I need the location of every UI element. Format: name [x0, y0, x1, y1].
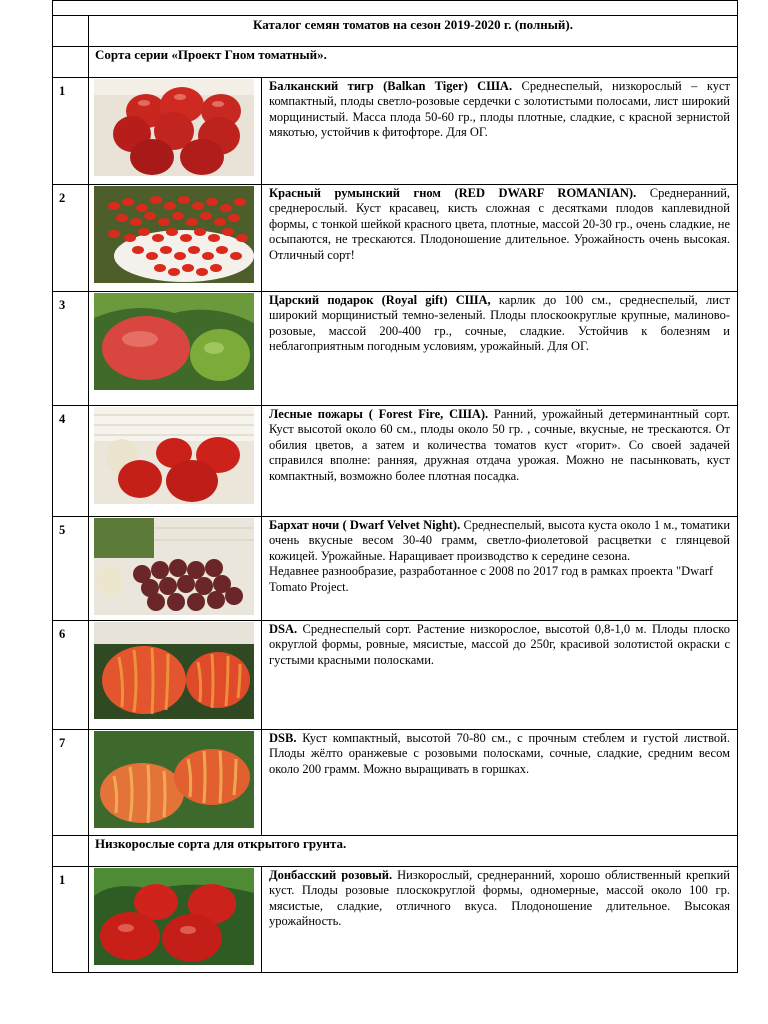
table-row [53, 406, 738, 517]
table-row [53, 867, 738, 973]
tomato-photo-dwarf-velvet-night [94, 518, 254, 615]
variety-name: Донбасский розовый. [269, 868, 393, 882]
row-number: 6 [53, 621, 89, 730]
catalog-table [52, 0, 738, 973]
tomato-photo-red-dwarf-romanian [94, 186, 254, 283]
variety-text: Среднеранний, среднерослый. Куст красавец, кисть сложная с десятками плодов каплевидной формы, с тонкой шейкой красного цвета, плотные, массой 20-30 гр., очень сладкие, не осыпаются, не трескаются. Плодоношение длительное. Урожайность очень высокая. Отличный сорт! [269, 186, 731, 262]
row-number: 1 [53, 78, 89, 185]
variety-text: карлик до 100 см., среднеспелый, лист широкий морщинистый темно-зеленый. Плоды плоскоокруглые крупные, малиново-розовые, массой 200-400 гр., сочные, сладкие. Устойчив к болезням и неблагоприятным погодным условиям, урожайный. Для ОГ. [269, 293, 730, 354]
table-row [53, 292, 738, 406]
row-number: 2 [53, 185, 89, 292]
variety-description [262, 185, 738, 292]
row-number: 1 [53, 867, 89, 973]
row-number: 4 [53, 406, 89, 517]
variety-text: Среднеспелый, высота куста около 1 м., томатики очень вкусные весом 30-40 грамм, светло-фиолетовой расцветки с глянцевой кожицей. Урожайные. Наращивает производство к середине сезона. [269, 518, 731, 563]
section-title: Сорта серии «Проект Гном томатный». [95, 47, 327, 62]
variety-text: Среднеспелый, низкорослый – куст компактный, плоды светло-розовые сердечки с золотистыми полосами, лист широкий морщинистый. Масса плода 50-60 гр., плоды плотные, сладкие, с красной зернистой мякотью, устойчив к фитофторе. Для ОГ. [269, 79, 730, 140]
variety-name: Красный румынский гном (RED DWARF ROMANIAN). [269, 186, 637, 200]
variety-description [262, 517, 738, 621]
catalog-title: Каталог семян томатов на сезон 2019-2020 г. (полный). [253, 17, 573, 32]
tomato-photo-dsa [94, 622, 254, 719]
table-row [53, 621, 738, 730]
variety-text: Ранний, урожайный детерминантный сорт. Куст высотой около 60 см., плоды около 50 гр. , сочные, вкусные, не трескаются. От обилия цветов, а затем и количества томатов куст «горит». Со своей задачей справился вполне: ранняя, дружная отдача урожая. Можно не пасынковать, куст компактный, возможно более плотная посадка. [269, 407, 731, 483]
table-row [53, 78, 738, 185]
variety-name: Бархат ночи ( Dwarf Velvet Night). [269, 518, 461, 532]
tomato-photo-donbass-pink [94, 868, 254, 965]
variety-description [262, 867, 738, 973]
variety-text: Куст компактный, высотой 70-80 см., с прочным стеблем и густой листвой. Плоды жёлто оранжевые с розовыми полосками, сочные, сладкие, средним весом около 200 грамм. Можно выращивать в горшках. [269, 731, 730, 776]
variety-description [262, 292, 738, 406]
variety-description [262, 621, 738, 730]
tomato-photo-balkan-tiger [94, 79, 254, 176]
variety-note: Недавнее разнообразие, разработанное с 2008 по 2017 год в рамках проекта "Dwarf Tomato Project. [269, 564, 714, 594]
section-row [53, 47, 738, 78]
variety-text: Среднеспелый сорт. Растение низкорослое, высотой 0,8-1,0 м. Плоды плоско округлой формы, ровные, мясистые, массой до 250г, красивой золотистой окраски с густыми красными полосками. [269, 622, 730, 667]
table-row [53, 730, 738, 836]
row-number: 3 [53, 292, 89, 406]
tomato-photo-forest-fire [94, 407, 254, 504]
section-title: Низкорослые сорта для открытого грунта. [95, 836, 347, 851]
variety-name: Царский подарок (Royal gift) США, [269, 293, 491, 307]
row-number: 5 [53, 517, 89, 621]
table-row [53, 517, 738, 621]
section-row [53, 836, 738, 867]
tomato-photo-dsb [94, 731, 254, 828]
row-number: 7 [53, 730, 89, 836]
variety-name: Балканский тигр (Balkan Tiger) США. [269, 79, 513, 93]
variety-name: Лесные пожары ( Forest Fire, США). [269, 407, 489, 421]
variety-name: DSA. [269, 622, 298, 636]
variety-text: Низкорослый, среднеранний, хорошо облиственный крепкий куст. Плоды розовые плоскокруглой формы, одномерные, массой около 100 гр. мясистые, сладкие, отличного вкуса. Плодоношение длительное. Высокая урожайность. [269, 868, 730, 929]
variety-description [262, 78, 738, 185]
variety-description [262, 406, 738, 517]
table-top-row [53, 1, 738, 16]
table-row [53, 185, 738, 292]
variety-description [262, 730, 738, 836]
tomato-photo-royal-gift [94, 293, 254, 390]
title-row [53, 16, 738, 47]
variety-name: DSB. [269, 731, 297, 745]
